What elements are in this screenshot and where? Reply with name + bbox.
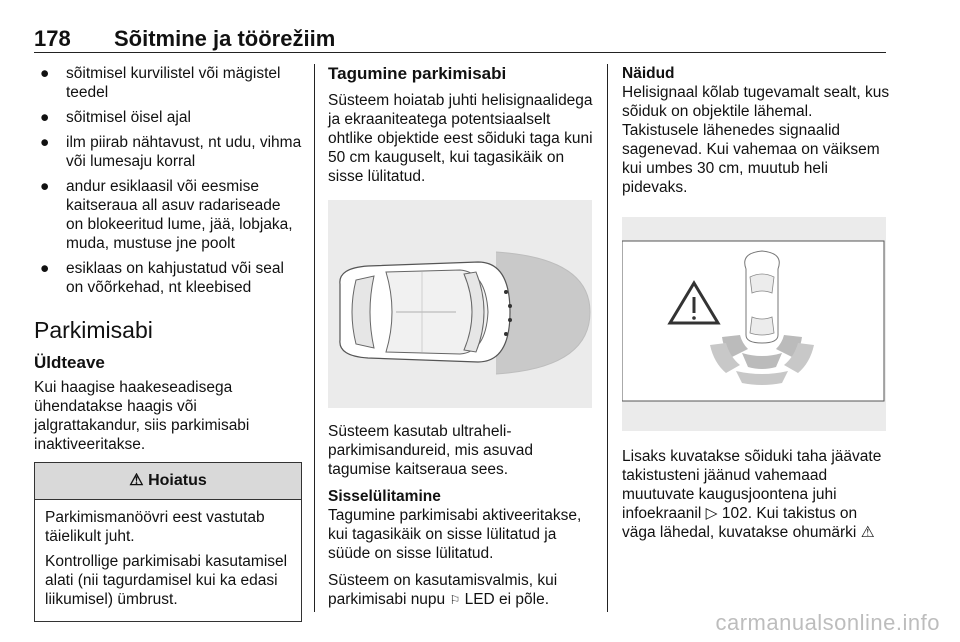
page-reference-arrow-icon: ▷ — [705, 505, 718, 522]
parking-assist-button-icon: ⚐ — [449, 593, 461, 607]
list-item: ● sõitmisel öisel ajal — [40, 109, 191, 126]
header-rule — [34, 52, 886, 53]
indications-title: Näidud — [622, 65, 675, 82]
warning-triangle-icon: ⚠ — [860, 524, 875, 541]
list-item: ● andur esiklaasil või eesmise kaitseraua all asuv radariseade on blokeeritud lume, jää, lobjaka, muda, mustuse jne poolt — [40, 178, 293, 252]
bullet-icon: ● — [40, 134, 50, 151]
page-title: Sõitmine ja töörežiim — [114, 26, 336, 51]
column-1 — [34, 64, 302, 622]
indications-text-1: Helisignaal kõlab tugevamalt sealt, kus sõiduk on objektile lähemal. Takistusele lähenedes signaalid sagenevad. Kui vahemaa on väiksem kui umbes 30 cm, muutub heli pidevaks. — [622, 84, 890, 196]
general-text: Kui haagise haakeseadisega ühendatakse haagis või jalgrattakandur, siis parkimisabi inaktiveeritakse. — [34, 379, 250, 453]
car-sensor-illustration — [328, 200, 592, 408]
warning-body — [35, 500, 301, 621]
bullet-icon: ● — [40, 65, 50, 82]
list-item: ● ilm piirab nähtavust, nt udu, vihma või lumesaju korral — [40, 134, 302, 170]
display-distance-illustration — [622, 217, 886, 431]
warning-header — [35, 463, 301, 500]
column-divider-1 — [314, 64, 315, 612]
warning-triangle-icon: ⚠ — [129, 472, 144, 489]
warning-heading: Hoiatus — [148, 472, 207, 489]
column-3 — [622, 64, 890, 550]
ready-text: Süsteem on kasutamisvalmis, kui parkimisabi nupu ⚐ LED ei põle. — [328, 572, 558, 608]
bullet-icon: ● — [40, 260, 50, 277]
subsection-title: Üldteave — [34, 353, 105, 372]
rear-parking-intro: Süsteem hoiatab juhti helisignaalidega ja ekraaniteatega potentsiaalselt ohtlike objektide eest sõiduki taga kuni 50 cm kauguselt, kui tagasikäik on sisse lülitatud. — [328, 92, 593, 185]
section-title: Parkimisabi — [34, 317, 153, 343]
warning-text-1: Parkimismanöövri eest vastutab täielikult juht. — [45, 509, 265, 545]
page-header — [34, 26, 886, 54]
rear-parking-title: Tagumine parkimisabi — [328, 64, 507, 83]
warning-text-2: Kontrollige parkimisabi kasutamisel alati (nii tagurdamisel kui ka edasi liikumisel) ümbrust. — [45, 553, 288, 608]
warning-box — [34, 462, 302, 622]
bullet-list — [34, 64, 302, 297]
bullet-icon: ● — [40, 178, 50, 195]
column-2 — [328, 64, 596, 618]
bullet-icon: ● — [40, 109, 50, 126]
column-divider-2 — [607, 64, 608, 612]
display-illustration — [622, 217, 886, 431]
indications-text-2: Lisaks kuvatakse sõiduki taha jäävate takistusteni jäänud vahemaad muutuvate kaugusjoontena juhi infoekraanil ▷ 102. Kui takistus on väga lähedal, kuvatakse ohumärki ⚠ — [622, 448, 882, 541]
list-item: ● esiklaas on kahjustatud või seal on võõrkehad, nt kleebised — [40, 260, 284, 296]
page-number: 178 — [34, 26, 71, 51]
activation-text: Tagumine parkimisabi aktiveeritakse, kui tagasikäik on sisse lülitatud ja süüde on sisse lülitatud. — [328, 507, 582, 562]
activation-title: Sisselülitamine — [328, 488, 441, 505]
sensor-text: Süsteem kasutab ultraheli-parkimisandureid, mis asuvad tagumise kaitseraua sees. — [328, 423, 534, 478]
page-reference: 102 — [721, 505, 748, 522]
car-top-view-illustration — [328, 200, 592, 408]
watermark: carmanualsonline.info — [715, 610, 940, 635]
list-item: ● sõitmisel kurvilistel või mägistel teedel — [40, 65, 281, 101]
